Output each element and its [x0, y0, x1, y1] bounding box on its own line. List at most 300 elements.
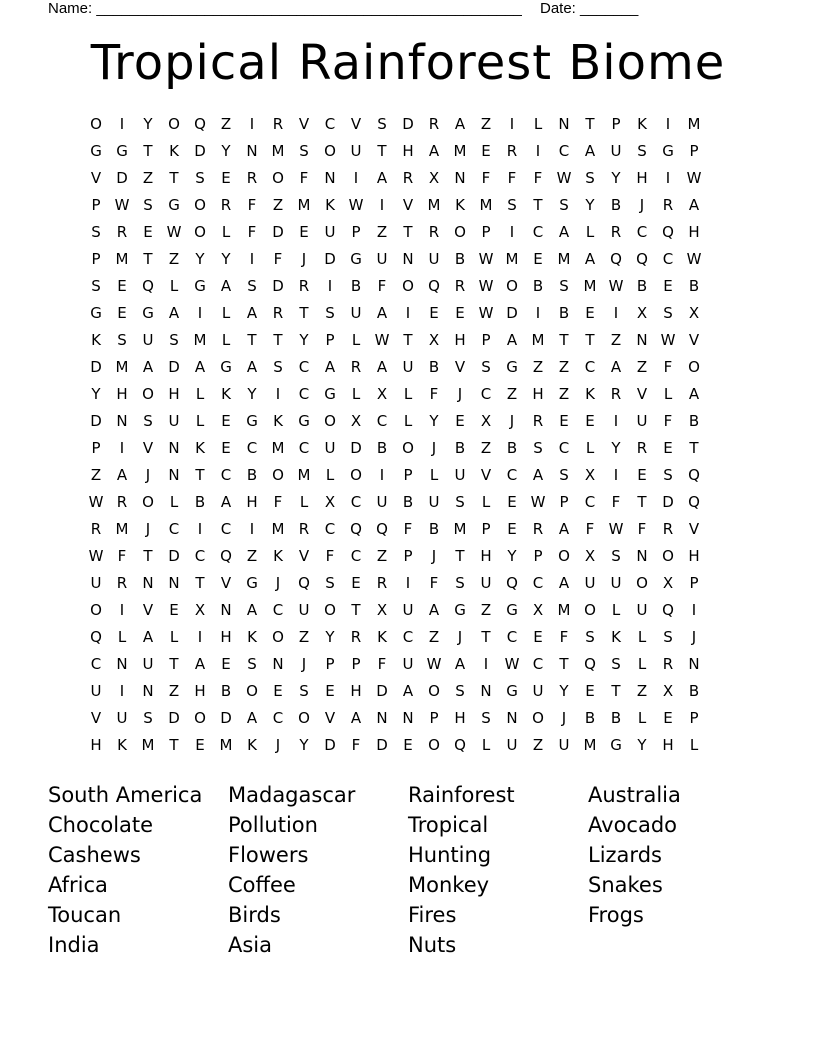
grid-letter[interactable]: M — [297, 466, 311, 484]
grid-letter[interactable]: X — [636, 304, 648, 322]
grid-letter[interactable]: Z — [558, 358, 570, 376]
grid-letter[interactable]: S — [299, 682, 309, 700]
grid-letter[interactable]: V — [142, 601, 154, 619]
grid-letter[interactable]: I — [197, 628, 203, 646]
grid-letter[interactable]: J — [691, 628, 697, 646]
grid-letter[interactable]: E — [221, 655, 231, 673]
grid-letter[interactable]: T — [559, 655, 569, 673]
grid-letter[interactable]: B — [220, 682, 232, 700]
grid-letter[interactable]: U — [532, 682, 544, 700]
grid-letter[interactable]: R — [298, 520, 310, 538]
grid-letter[interactable]: B — [688, 682, 700, 700]
grid-letter[interactable]: A — [376, 304, 388, 322]
grid-letter[interactable]: C — [324, 115, 336, 133]
grid-letter[interactable]: D — [350, 439, 362, 457]
grid-letter[interactable]: P — [481, 520, 491, 538]
grid-letter[interactable]: O — [636, 574, 648, 592]
grid-letter[interactable]: C — [194, 547, 206, 565]
grid-letter[interactable]: L — [585, 223, 595, 241]
grid-letter[interactable]: L — [585, 439, 595, 457]
grid-letter[interactable]: F — [663, 412, 673, 430]
grid-letter[interactable]: O — [454, 223, 466, 241]
grid-letter[interactable]: P — [689, 142, 699, 160]
grid-letter[interactable]: D — [272, 277, 284, 295]
grid-letter[interactable]: L — [403, 412, 413, 430]
grid-letter[interactable]: T — [273, 331, 283, 349]
grid-letter[interactable]: U — [168, 412, 180, 430]
grid-letter[interactable]: A — [506, 331, 518, 349]
grid-letter[interactable]: S — [273, 358, 283, 376]
grid-letter[interactable]: S — [663, 466, 673, 484]
grid-letter[interactable]: T — [481, 628, 491, 646]
grid-letter[interactable]: Q — [220, 547, 232, 565]
grid-letter[interactable]: W — [478, 304, 494, 322]
grid-letter[interactable]: O — [324, 142, 336, 160]
grid-letter[interactable]: P — [325, 331, 335, 349]
grid-letter[interactable]: K — [585, 385, 595, 403]
grid-letter[interactable]: N — [402, 250, 414, 268]
grid-letter[interactable]: E — [663, 439, 673, 457]
grid-letter[interactable]: F — [637, 520, 647, 538]
grid-letter[interactable]: A — [194, 655, 206, 673]
grid-letter[interactable]: S — [611, 547, 621, 565]
grid-letter[interactable]: C — [558, 439, 570, 457]
grid-letter[interactable]: M — [271, 439, 285, 457]
grid-letter[interactable]: B — [636, 277, 648, 295]
grid-letter[interactable]: U — [376, 250, 388, 268]
grid-letter[interactable]: A — [558, 520, 570, 538]
grid-letter[interactable]: J — [145, 520, 151, 538]
grid-letter[interactable]: N — [454, 169, 466, 187]
grid-letter[interactable]: I — [275, 385, 281, 403]
grid-letter[interactable]: N — [272, 655, 284, 673]
grid-letter[interactable]: F — [247, 196, 257, 214]
grid-letter[interactable]: U — [610, 574, 622, 592]
grid-letter[interactable]: C — [376, 412, 388, 430]
grid-letter[interactable]: P — [403, 547, 413, 565]
grid-letter[interactable]: O — [272, 628, 284, 646]
grid-letter[interactable]: C — [220, 520, 232, 538]
grid-letter[interactable]: B — [610, 196, 622, 214]
grid-letter[interactable]: H — [246, 493, 258, 511]
grid-letter[interactable]: W — [374, 331, 390, 349]
grid-letter[interactable]: S — [481, 358, 491, 376]
grid-letter[interactable]: I — [613, 304, 619, 322]
grid-letter[interactable]: O — [350, 466, 362, 484]
grid-letter[interactable]: T — [143, 142, 153, 160]
grid-letter[interactable]: Y — [299, 331, 309, 349]
grid-letter[interactable]: S — [481, 709, 491, 727]
grid-letter[interactable]: B — [376, 439, 388, 457]
grid-letter[interactable]: A — [220, 493, 232, 511]
grid-letter[interactable]: O — [142, 493, 154, 511]
grid-letter[interactable]: I — [249, 115, 255, 133]
grid-letter[interactable]: Y — [585, 196, 595, 214]
grid-letter[interactable]: E — [533, 628, 543, 646]
grid-letter[interactable]: E — [221, 439, 231, 457]
grid-letter[interactable]: G — [610, 736, 622, 754]
grid-letter[interactable]: S — [91, 277, 101, 295]
grid-letter[interactable]: E — [585, 412, 595, 430]
grid-letter[interactable]: T — [169, 169, 179, 187]
grid-letter[interactable]: K — [377, 628, 387, 646]
grid-letter[interactable]: Z — [532, 358, 544, 376]
grid-letter[interactable]: S — [117, 331, 127, 349]
grid-letter[interactable]: C — [298, 358, 310, 376]
grid-letter[interactable]: B — [532, 277, 544, 295]
grid-letter[interactable]: C — [90, 655, 102, 673]
grid-letter[interactable]: L — [117, 628, 127, 646]
grid-letter[interactable]: F — [533, 169, 543, 187]
grid-letter[interactable]: M — [141, 736, 155, 754]
grid-letter[interactable]: P — [351, 655, 361, 673]
grid-letter[interactable]: L — [689, 736, 699, 754]
grid-letter[interactable]: L — [403, 385, 413, 403]
grid-letter[interactable]: S — [299, 142, 309, 160]
grid-letter[interactable]: T — [611, 682, 621, 700]
grid-letter[interactable]: Y — [143, 115, 153, 133]
grid-letter[interactable]: P — [403, 466, 413, 484]
grid-letter[interactable]: B — [428, 358, 440, 376]
grid-letter[interactable]: I — [249, 520, 255, 538]
grid-letter[interactable]: G — [90, 304, 102, 322]
grid-letter[interactable]: I — [535, 142, 541, 160]
grid-letter[interactable]: Q — [688, 493, 700, 511]
grid-letter[interactable]: I — [119, 439, 125, 457]
grid-letter[interactable]: G — [90, 142, 102, 160]
grid-letter[interactable]: K — [325, 196, 335, 214]
grid-letter[interactable]: U — [506, 736, 518, 754]
grid-letter[interactable]: C — [584, 493, 596, 511]
grid-letter[interactable]: P — [325, 655, 335, 673]
grid-letter[interactable]: G — [350, 250, 362, 268]
grid-letter[interactable]: Y — [195, 250, 205, 268]
grid-letter[interactable]: Y — [507, 547, 517, 565]
grid-letter[interactable]: K — [117, 736, 127, 754]
grid-letter[interactable]: J — [639, 196, 645, 214]
grid-letter[interactable]: W — [608, 520, 624, 538]
grid-letter[interactable]: G — [168, 196, 180, 214]
grid-letter[interactable]: G — [324, 385, 336, 403]
grid-letter[interactable]: A — [246, 358, 258, 376]
grid-letter[interactable]: T — [377, 142, 387, 160]
grid-letter[interactable]: E — [299, 223, 309, 241]
grid-letter[interactable]: S — [377, 115, 387, 133]
grid-letter[interactable]: J — [457, 385, 463, 403]
grid-letter[interactable]: O — [428, 682, 440, 700]
grid-letter[interactable]: L — [169, 277, 179, 295]
grid-letter[interactable]: R — [506, 142, 518, 160]
grid-letter[interactable]: B — [584, 709, 596, 727]
grid-letter[interactable]: G — [662, 142, 674, 160]
grid-letter[interactable]: Y — [91, 385, 101, 403]
grid-letter[interactable]: W — [348, 196, 364, 214]
grid-letter[interactable]: X — [376, 601, 388, 619]
grid-letter[interactable]: C — [402, 628, 414, 646]
grid-letter[interactable]: D — [194, 142, 206, 160]
grid-letter[interactable]: Z — [168, 682, 180, 700]
grid-letter[interactable]: O — [168, 115, 180, 133]
grid-letter[interactable]: W — [530, 493, 546, 511]
grid-letter[interactable]: M — [115, 250, 129, 268]
grid-letter[interactable]: D — [662, 493, 674, 511]
grid-letter[interactable]: U — [610, 142, 622, 160]
grid-letter[interactable]: U — [584, 574, 596, 592]
grid-letter[interactable]: C — [168, 520, 180, 538]
grid-letter[interactable]: B — [454, 250, 466, 268]
grid-letter[interactable]: I — [119, 601, 125, 619]
grid-letter[interactable]: K — [611, 628, 621, 646]
grid-letter[interactable]: Y — [611, 439, 621, 457]
grid-letter[interactable]: L — [429, 466, 439, 484]
grid-letter[interactable]: L — [481, 736, 491, 754]
grid-letter[interactable]: E — [429, 304, 439, 322]
grid-letter[interactable]: F — [663, 358, 673, 376]
grid-letter[interactable]: F — [585, 520, 595, 538]
grid-letter[interactable]: V — [90, 169, 102, 187]
grid-letter[interactable]: E — [169, 601, 179, 619]
grid-letter[interactable]: M — [193, 331, 207, 349]
grid-letter[interactable]: M — [687, 115, 701, 133]
grid-letter[interactable]: E — [403, 736, 413, 754]
grid-letter[interactable]: A — [194, 358, 206, 376]
grid-letter[interactable]: F — [559, 628, 569, 646]
grid-letter[interactable]: D — [402, 115, 414, 133]
grid-letter[interactable]: Y — [429, 412, 439, 430]
grid-letter[interactable]: S — [91, 223, 101, 241]
grid-letter[interactable]: I — [483, 655, 489, 673]
grid-letter[interactable]: Q — [350, 520, 362, 538]
grid-letter[interactable]: E — [663, 709, 673, 727]
grid-letter[interactable]: E — [195, 736, 205, 754]
grid-letter[interactable]: K — [637, 115, 647, 133]
grid-letter[interactable]: V — [688, 520, 700, 538]
grid-letter[interactable]: Z — [90, 466, 102, 484]
grid-letter[interactable]: C — [350, 547, 362, 565]
grid-letter[interactable]: B — [428, 520, 440, 538]
grid-letter[interactable]: X — [428, 169, 440, 187]
grid-letter[interactable]: M — [271, 142, 285, 160]
grid-letter[interactable]: W — [478, 277, 494, 295]
grid-letter[interactable]: K — [247, 628, 257, 646]
grid-letter[interactable]: V — [636, 385, 648, 403]
grid-letter[interactable]: W — [478, 250, 494, 268]
grid-letter[interactable]: U — [350, 304, 362, 322]
grid-letter[interactable]: F — [377, 655, 387, 673]
grid-letter[interactable]: Q — [454, 736, 466, 754]
grid-letter[interactable]: S — [143, 709, 153, 727]
grid-letter[interactable]: G — [506, 601, 518, 619]
grid-letter[interactable]: D — [90, 412, 102, 430]
grid-letter[interactable]: E — [507, 520, 517, 538]
grid-letter[interactable]: C — [532, 655, 544, 673]
grid-letter[interactable]: P — [689, 709, 699, 727]
grid-letter[interactable]: D — [272, 223, 284, 241]
grid-letter[interactable]: O — [506, 277, 518, 295]
grid-letter[interactable]: R — [116, 574, 128, 592]
grid-letter[interactable]: B — [246, 466, 258, 484]
grid-letter[interactable]: D — [220, 709, 232, 727]
grid-letter[interactable]: Z — [272, 196, 284, 214]
grid-letter[interactable]: D — [90, 358, 102, 376]
grid-letter[interactable]: H — [116, 385, 128, 403]
grid-letter[interactable]: U — [402, 655, 414, 673]
grid-letter[interactable]: M — [453, 142, 467, 160]
grid-letter[interactable]: I — [327, 277, 333, 295]
grid-letter[interactable]: A — [610, 358, 622, 376]
grid-letter[interactable]: D — [116, 169, 128, 187]
grid-letter[interactable]: R — [454, 277, 466, 295]
grid-letter[interactable]: X — [584, 466, 596, 484]
grid-letter[interactable]: M — [115, 358, 129, 376]
grid-letter[interactable]: J — [457, 628, 463, 646]
grid-letter[interactable]: I — [665, 169, 671, 187]
grid-letter[interactable]: V — [298, 115, 310, 133]
grid-letter[interactable]: N — [246, 142, 258, 160]
grid-letter[interactable]: A — [454, 115, 466, 133]
grid-letter[interactable]: F — [273, 250, 283, 268]
grid-letter[interactable]: A — [142, 358, 154, 376]
grid-letter[interactable]: A — [116, 466, 128, 484]
grid-letter[interactable]: H — [194, 682, 206, 700]
grid-letter[interactable]: I — [379, 196, 385, 214]
grid-letter[interactable]: E — [559, 412, 569, 430]
grid-letter[interactable]: L — [325, 466, 335, 484]
grid-letter[interactable]: Z — [168, 250, 180, 268]
grid-letter[interactable]: H — [168, 385, 180, 403]
grid-letter[interactable]: K — [221, 385, 231, 403]
grid-letter[interactable]: O — [90, 115, 102, 133]
grid-letter[interactable]: E — [455, 304, 465, 322]
grid-letter[interactable]: F — [351, 736, 361, 754]
grid-letter[interactable]: Q — [376, 520, 388, 538]
grid-letter[interactable]: Q — [142, 277, 154, 295]
grid-letter[interactable]: Z — [480, 439, 492, 457]
grid-letter[interactable]: Q — [636, 250, 648, 268]
grid-letter[interactable]: I — [665, 115, 671, 133]
grid-letter[interactable]: N — [636, 547, 648, 565]
grid-letter[interactable]: I — [379, 466, 385, 484]
grid-letter[interactable]: I — [353, 169, 359, 187]
grid-letter[interactable]: O — [324, 601, 336, 619]
grid-letter[interactable]: M — [271, 520, 285, 538]
grid-letter[interactable]: I — [509, 223, 515, 241]
grid-letter[interactable]: F — [117, 547, 127, 565]
grid-letter[interactable]: U — [454, 466, 466, 484]
grid-letter[interactable]: G — [142, 304, 154, 322]
grid-letter[interactable]: E — [481, 142, 491, 160]
grid-letter[interactable]: Z — [298, 628, 310, 646]
grid-letter[interactable]: S — [143, 412, 153, 430]
grid-letter[interactable]: X — [350, 412, 362, 430]
grid-letter[interactable]: O — [428, 736, 440, 754]
grid-letter[interactable]: H — [90, 736, 102, 754]
grid-letter[interactable]: E — [117, 277, 127, 295]
grid-letter[interactable]: B — [688, 277, 700, 295]
grid-letter[interactable]: Z — [636, 682, 648, 700]
grid-letter[interactable]: L — [533, 115, 543, 133]
grid-letter[interactable]: A — [246, 304, 258, 322]
grid-letter[interactable]: Y — [325, 628, 335, 646]
grid-letter[interactable]: A — [532, 466, 544, 484]
grid-letter[interactable]: R — [428, 223, 440, 241]
grid-letter[interactable]: T — [455, 547, 465, 565]
grid-letter[interactable]: R — [662, 655, 674, 673]
grid-letter[interactable]: J — [301, 655, 307, 673]
grid-letter[interactable]: M — [453, 520, 467, 538]
grid-letter[interactable]: T — [585, 331, 595, 349]
grid-letter[interactable]: D — [506, 304, 518, 322]
grid-letter[interactable]: S — [455, 493, 465, 511]
grid-letter[interactable]: B — [350, 277, 362, 295]
grid-letter[interactable]: I — [691, 601, 697, 619]
grid-letter[interactable]: Z — [480, 601, 492, 619]
grid-letter[interactable]: J — [145, 466, 151, 484]
grid-letter[interactable]: X — [688, 304, 700, 322]
grid-letter[interactable]: O — [194, 196, 206, 214]
grid-letter[interactable]: O — [324, 412, 336, 430]
grid-letter[interactable]: C — [246, 439, 258, 457]
grid-letter[interactable]: U — [142, 655, 154, 673]
grid-letter[interactable]: H — [688, 223, 700, 241]
grid-letter[interactable]: B — [610, 709, 622, 727]
grid-letter[interactable]: F — [481, 169, 491, 187]
grid-letter[interactable]: V — [480, 466, 492, 484]
grid-letter[interactable]: X — [428, 331, 440, 349]
grid-letter[interactable]: Q — [688, 466, 700, 484]
grid-letter[interactable]: Q — [194, 115, 206, 133]
grid-letter[interactable]: O — [558, 547, 570, 565]
grid-letter[interactable]: Z — [558, 385, 570, 403]
grid-letter[interactable]: I — [119, 682, 125, 700]
grid-letter[interactable]: M — [583, 277, 597, 295]
grid-letter[interactable]: R — [116, 223, 128, 241]
grid-letter[interactable]: U — [480, 574, 492, 592]
grid-letter[interactable]: U — [142, 331, 154, 349]
grid-letter[interactable]: J — [431, 547, 437, 565]
grid-letter[interactable]: M — [427, 196, 441, 214]
grid-letter[interactable]: W — [660, 331, 676, 349]
grid-letter[interactable]: G — [298, 412, 310, 430]
grid-letter[interactable]: I — [509, 115, 515, 133]
grid-letter[interactable]: H — [480, 547, 492, 565]
grid-letter[interactable]: R — [636, 439, 648, 457]
grid-letter[interactable]: P — [533, 547, 543, 565]
grid-letter[interactable]: R — [350, 358, 362, 376]
grid-letter[interactable]: V — [90, 709, 102, 727]
grid-letter[interactable]: P — [481, 331, 491, 349]
grid-letter[interactable]: Z — [142, 169, 154, 187]
grid-letter[interactable]: S — [455, 574, 465, 592]
grid-letter[interactable]: G — [454, 601, 466, 619]
grid-letter[interactable]: S — [533, 439, 543, 457]
grid-letter[interactable]: I — [405, 574, 411, 592]
grid-letter[interactable]: M — [479, 196, 493, 214]
grid-letter[interactable]: K — [273, 547, 283, 565]
grid-letter[interactable]: F — [299, 169, 309, 187]
grid-letter[interactable]: E — [273, 682, 283, 700]
grid-letter[interactable]: S — [325, 574, 335, 592]
grid-letter[interactable]: Q — [298, 574, 310, 592]
grid-letter[interactable]: M — [115, 520, 129, 538]
grid-letter[interactable]: G — [506, 358, 518, 376]
grid-letter[interactable]: Y — [611, 169, 621, 187]
grid-letter[interactable]: E — [117, 304, 127, 322]
grid-letter[interactable]: L — [611, 601, 621, 619]
grid-letter[interactable]: T — [169, 655, 179, 673]
grid-letter[interactable]: Q — [428, 277, 440, 295]
grid-letter[interactable]: V — [402, 196, 414, 214]
